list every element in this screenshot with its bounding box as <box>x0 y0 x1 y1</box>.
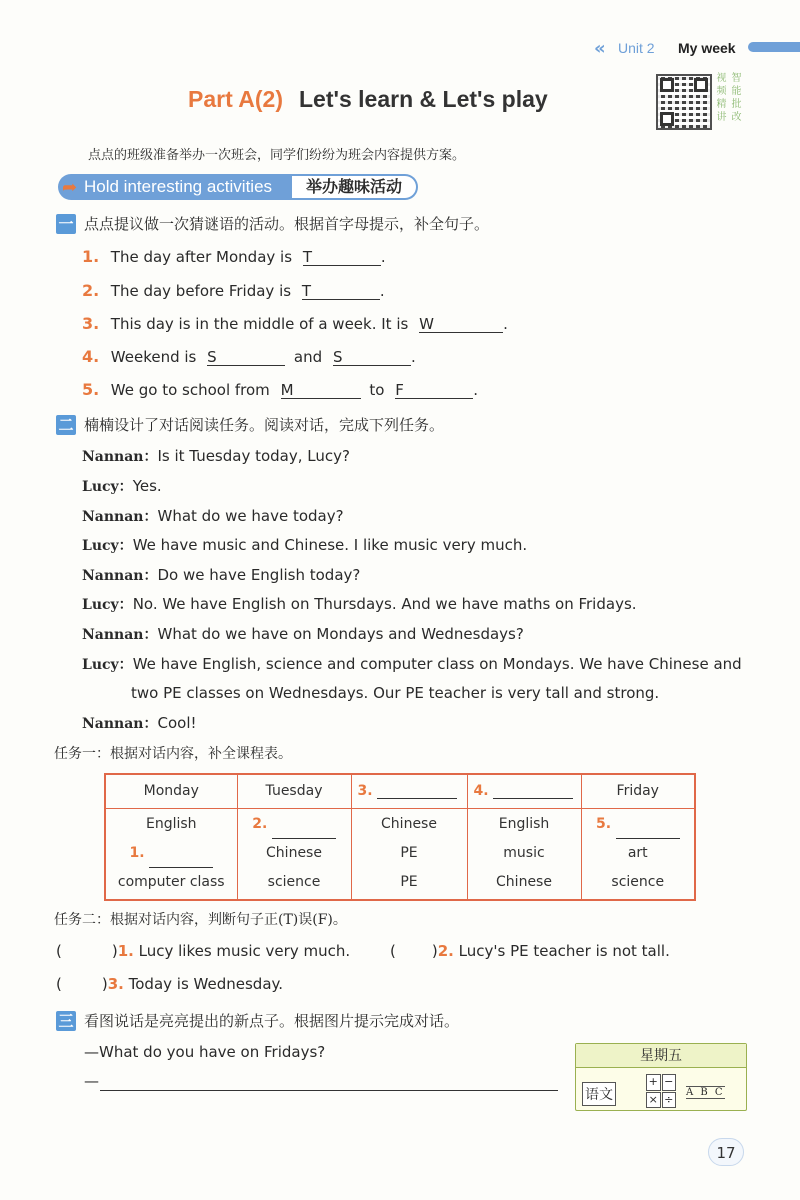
chevron-left-icon: « <box>594 38 602 59</box>
section-number-icon: 三 <box>56 1011 76 1031</box>
dialogue-line: Nannan：What do we have today? <box>82 507 344 525</box>
header-cell: Tuesday <box>237 774 351 808</box>
dialogue-line: Nannan：Cool! <box>82 714 197 732</box>
answer-blank[interactable]: S <box>207 348 285 366</box>
question-4: 4. Weekend is S and S . <box>82 347 416 366</box>
dialogue-line: Lucy：We have English, science and computer class on Mondays. We have Chinese and <box>82 655 742 673</box>
question-2: 2. The day before Friday is T . <box>82 281 385 300</box>
section-title: 看图说话是亮亮提出的新点子。根据图片提示完成对话。 <box>84 1012 460 1030</box>
answer-blank[interactable]: W <box>419 315 503 333</box>
curved-arrow-icon: ➦ <box>62 177 78 197</box>
section-title: 楠楠设计了对话阅读任务。阅读对话，完成下列任务。 <box>84 416 445 434</box>
page-number: 17 <box>708 1138 744 1166</box>
answer-blank[interactable]: T <box>302 282 380 300</box>
lesson-label: Let's learn & Let's play <box>299 86 548 112</box>
header-cell-blank[interactable]: 4. <box>467 774 581 808</box>
dialogue-line: Lucy：No. We have English on Thursdays. And we have maths on Fridays. <box>82 595 637 613</box>
answer-blank[interactable]: T <box>303 248 381 266</box>
header-accent-bar <box>748 42 800 52</box>
answer-line[interactable] <box>100 1090 558 1091</box>
section-3-header <box>56 1010 459 1031</box>
question-1: 1. The day after Monday is T . <box>82 247 386 266</box>
dialogue-line: Nannan：What do we have on Mondays and Wednesdays? <box>82 625 524 643</box>
task-1-label: 任务一：根据对话内容，补全课程表。 <box>54 746 292 762</box>
english-abc-icon: A B C <box>686 1087 725 1098</box>
question-3: 3. This day is in the middle of a week. It is W . <box>82 314 508 333</box>
dialogue-line: Lucy：We have music and Chinese. I like music very much. <box>82 536 528 554</box>
maths-symbols-icon: + − × ÷ <box>646 1074 676 1108</box>
table-cell: 5. art science <box>581 808 695 900</box>
tf-item-2: ( )2. Lucy's PE teacher is not tall. <box>390 942 670 960</box>
table-cell: English 1. computer class <box>105 808 237 900</box>
section-1-header <box>56 213 489 234</box>
unit-label: Unit 2 <box>618 40 655 56</box>
table-cell: Chinese PE PE <box>351 808 467 900</box>
tf-item-3: ( )3. Today is Wednesday. <box>56 975 284 993</box>
answer-blank[interactable] <box>272 825 336 839</box>
card-title: 星期五 <box>576 1044 746 1068</box>
table-cell: English music Chinese <box>467 808 581 900</box>
activity-banner <box>58 174 418 200</box>
answer-blank[interactable] <box>616 825 680 839</box>
qr-code-icon[interactable] <box>656 74 712 130</box>
table-header-row <box>105 774 695 808</box>
schedule-table <box>104 773 696 901</box>
answer-blank[interactable]: S <box>333 348 411 366</box>
table-row <box>105 808 695 900</box>
section-title: 点点提议做一次猜谜语的活动。根据首字母提示，补全句子。 <box>84 215 490 233</box>
section-number-icon: 一 <box>56 214 76 234</box>
answer-blank[interactable] <box>149 854 213 868</box>
dialogue-line: Lucy：Yes. <box>82 477 162 495</box>
friday-schedule-card <box>575 1043 747 1111</box>
task-2-label: 任务二：根据对话内容，判断句子正(T)误(F)。 <box>54 912 347 928</box>
dialogue-line-continued: two PE classes on Wednesdays. Our PE teacher is very tall and strong. <box>131 684 660 702</box>
answer-blank[interactable]: F <box>395 381 473 399</box>
header-cell-blank[interactable]: 3. <box>351 774 467 808</box>
part-label: Part A(2) <box>188 86 283 112</box>
page-title <box>188 86 548 113</box>
tf-item-1: ( )1. Lucy likes music very much. <box>56 942 351 960</box>
topic-label: My week <box>678 40 736 56</box>
table-cell: 2. Chinese science <box>237 808 351 900</box>
chinese-book-icon: 语文 <box>582 1082 616 1106</box>
header-cell: Friday <box>581 774 695 808</box>
section-number-icon: 二 <box>56 415 76 435</box>
dialogue-line: Nannan：Is it Tuesday today, Lucy? <box>82 447 350 465</box>
intro-text: 点点的班级准备举办一次班会，同学们纷纷为班会内容提供方案。 <box>88 148 466 163</box>
question-5: 5. We go to school from M to F . <box>82 380 478 399</box>
header-cell: Monday <box>105 774 237 808</box>
dialogue-line: Nannan：Do we have English today? <box>82 566 361 584</box>
section-2-header <box>56 414 444 435</box>
qr-caption: 视 智 频 能 精 批 讲 改 <box>716 73 742 123</box>
activity-en: ➦ Hold interesting activities <box>58 174 292 200</box>
dialogue-question: —What do you have on Fridays? <box>84 1043 326 1061</box>
answer-blank[interactable]: M <box>281 381 361 399</box>
dialogue-answer-prefix: — <box>84 1072 99 1090</box>
activity-cn: 举办趣味活动 <box>292 174 418 200</box>
